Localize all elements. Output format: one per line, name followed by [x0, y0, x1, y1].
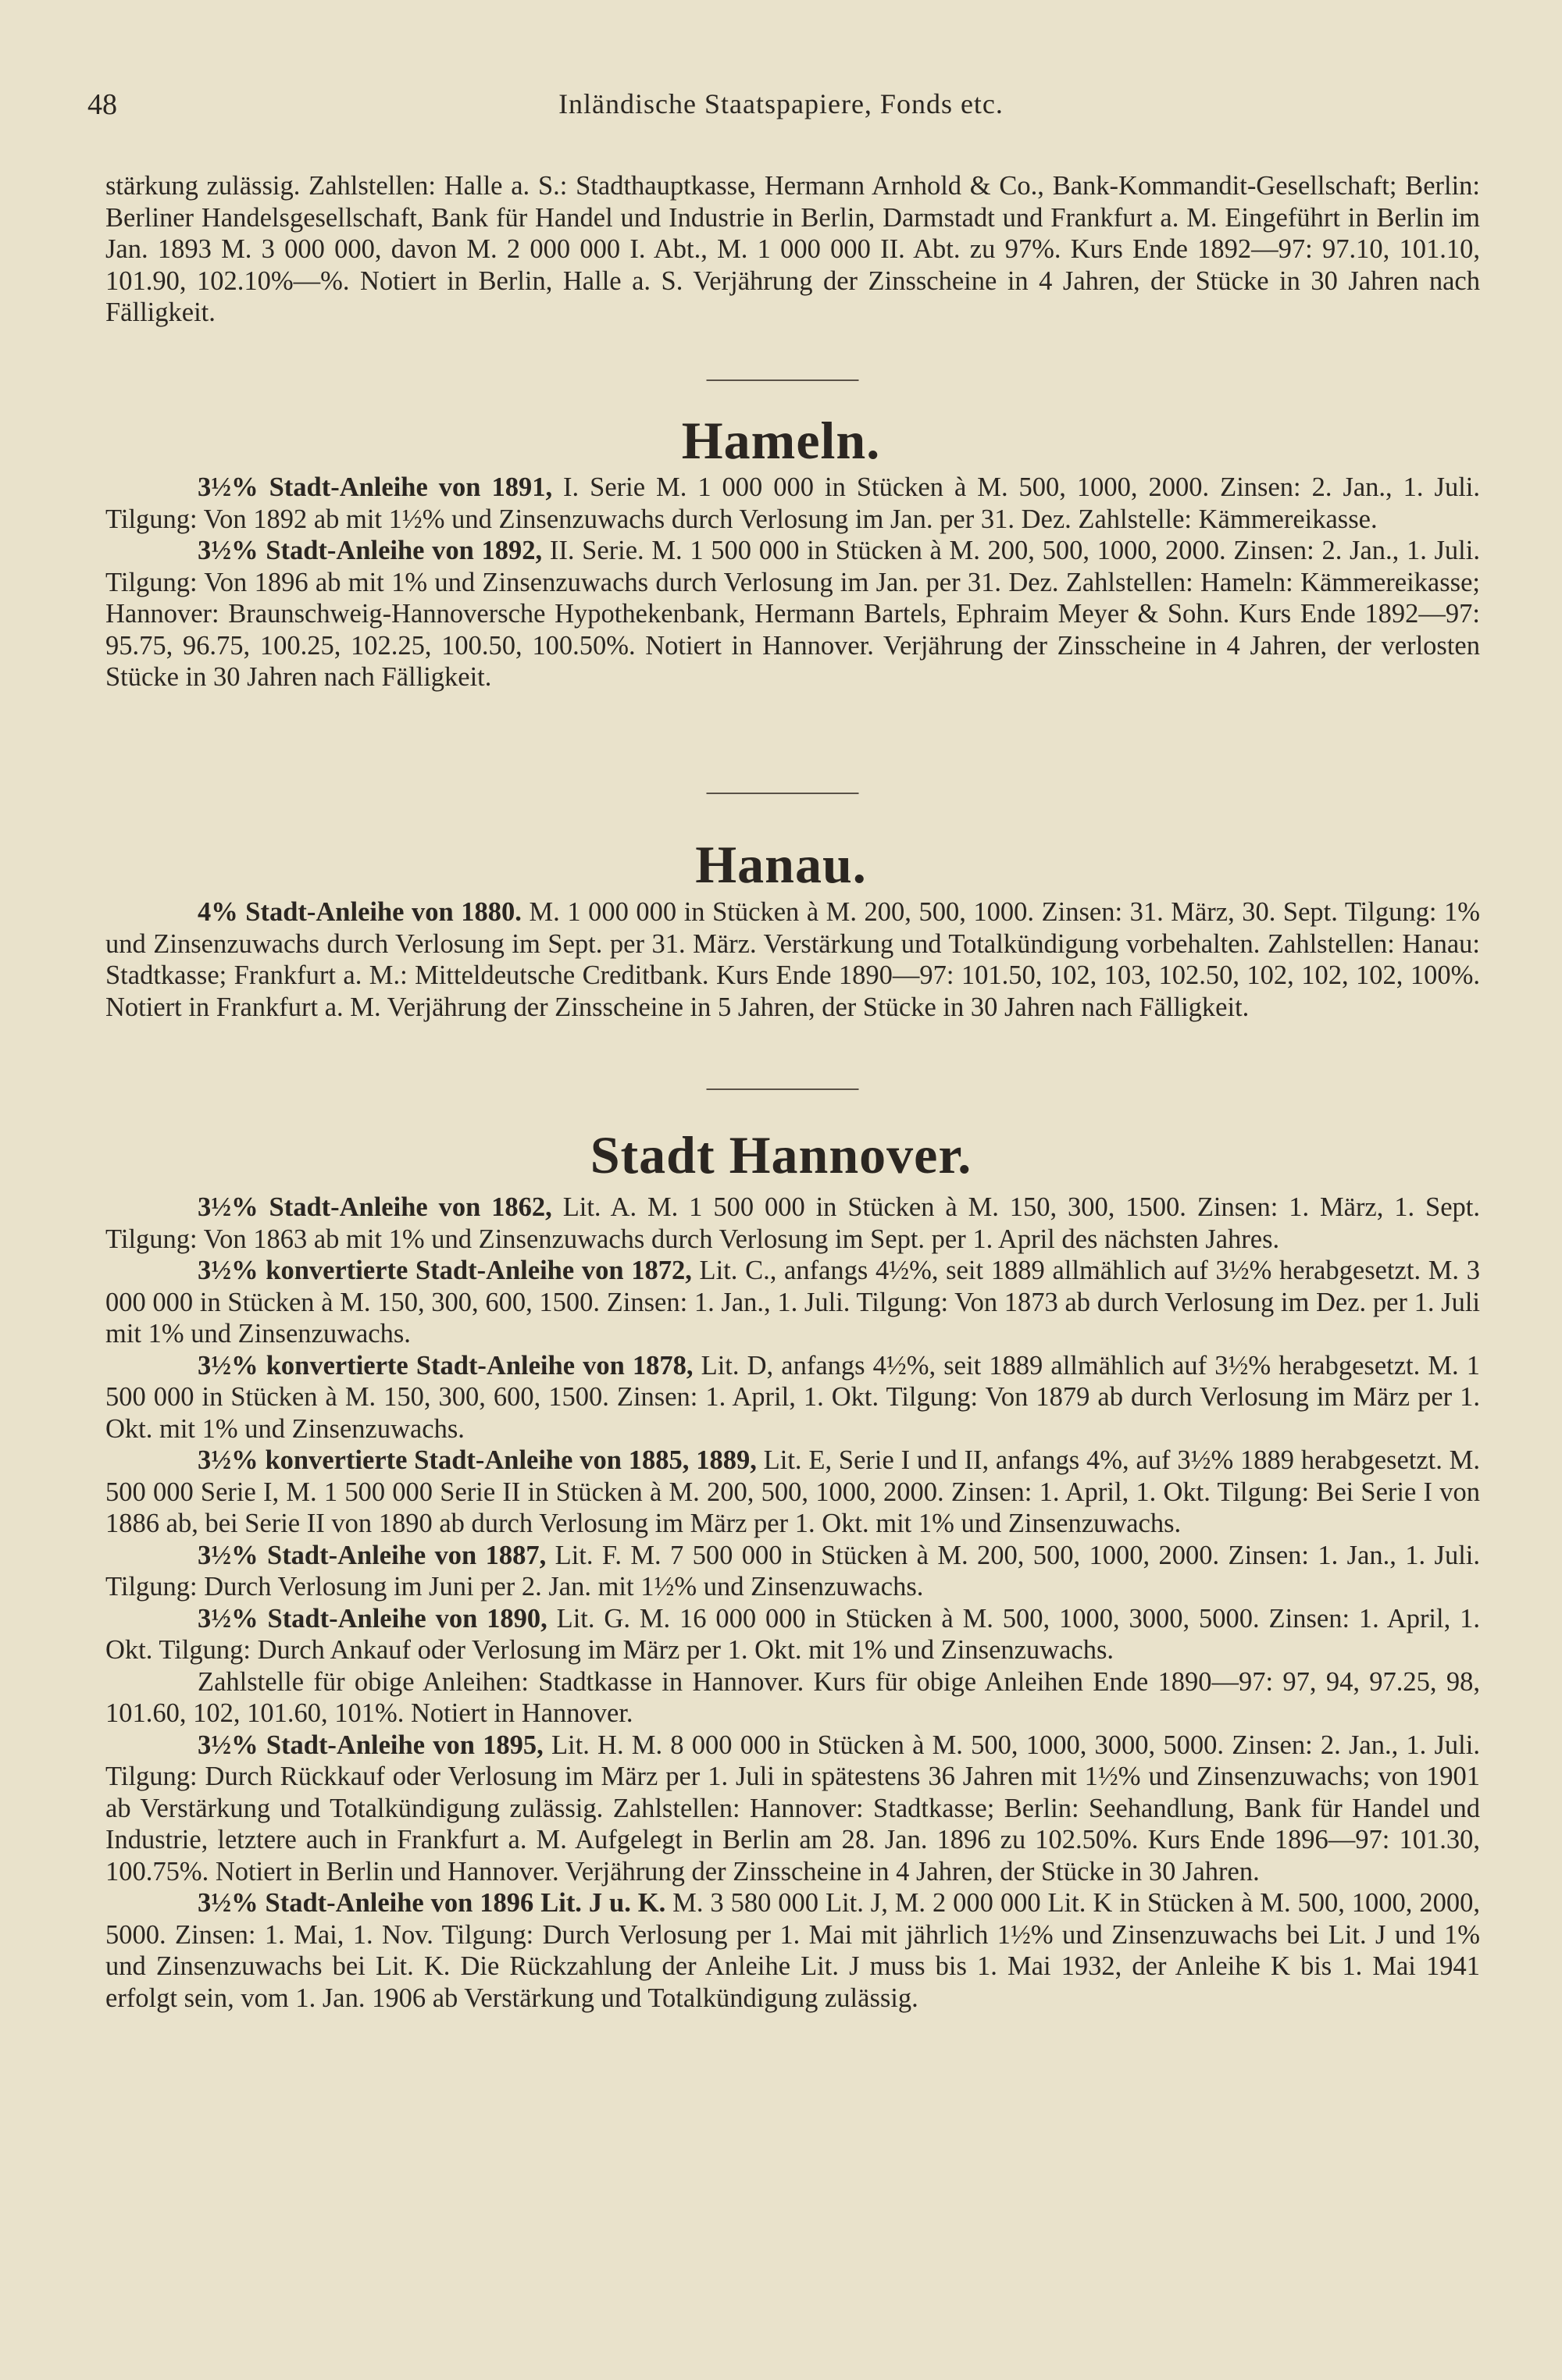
bond-entry — [105, 1445, 1480, 1540]
bond-title: 3½% konvertierte Stadt-Anleihe von 1885, 1889, — [198, 1445, 757, 1475]
bond-details: Lit. D, anfangs 4½%, seit 1889 allmählich auf 3½% herabgesetzt. M. 1 500 000 in Stücken à M. 150, 300, 600, 1500. Zinsen: 1. April, 1. Okt. Tilgung: Von 1879 ab durch Verlosung im März per 1. Okt. mit 1% und Zinsenzuwachs. — [105, 1350, 1481, 1444]
bond-title: 3½% Stadt-Anleihe von 1862, — [198, 1192, 552, 1222]
bond-title: 3½% konvertierte Stadt-Anleihe von 1878, — [198, 1350, 694, 1381]
bond-details: Lit. G. M. 16 000 000 in Stücken à M. 500, 1000, 3000, 5000. Zinsen: 1. April, 1. Okt. Tilgung: Durch Ankauf oder Verlosung im März per 1. Okt. mit 1% und Zinsenzuwachs. — [105, 1603, 1480, 1665]
bond-entry — [105, 1730, 1480, 1888]
paying-agents-note — [105, 1666, 1480, 1730]
bond-entry — [105, 1350, 1480, 1445]
bond-entry — [105, 535, 1480, 693]
bond-title: 3½% Stadt-Anleihe von 1887, — [198, 1540, 547, 1570]
bond-entry — [105, 1192, 1480, 1255]
bond-details: Lit. E, Serie I und II, anfangs 4%, auf 3½% 1889 herabgesetzt. M. 500 000 Serie I, M. 1 500 000 Serie II in Stücken à M. 200, 500, 1000, 2000. Zinsen: 1. April, 1. Okt. Tilgung: Bei Serie I von 1886 ab, bei Serie II von 1890 ab durch Verlosung im März per 1. Okt. mit 1% und Zinsenzuwachs. — [105, 1445, 1480, 1538]
bond-details: Lit. F. M. 7 500 000 in Stücken à M. 200, 500, 1000, 2000. Zinsen: 1. Jan., 1. Juli. Tilgung: Durch Verlosung im Juni per 2. Jan. mit 1½% und Zinsenzuwachs. — [105, 1540, 1480, 1602]
bond-details: Lit. H. M. 8 000 000 in Stücken à M. 500, 1000, 3000, 5000. Zinsen: 2. Jan., 1. Juli. Tilgung: Durch Rückkauf oder Verlosung im März per 1. Juli in spätestens 36 Jahren mit 1½% und Zinsenzuwachs; von 1901 ab Verstärkung und Totalkündigung zulässig. Zahlstellen: Hannover: Stadtkasse; Berlin: Seehandlung, Bank für Handel und Industrie, letztere auch in Frankfurt a. M. Aufgelegt in Berlin am 28. Jan. 1896 zu 102.50%. Kurs Ende 1896—97: 101.30, 100.75%. Notiert in Berlin und Hannover. Verjährung der Zinsscheine in 4 Jahren, der Stücke in 30 Jahren. — [105, 1730, 1480, 1887]
bond-entry — [105, 1255, 1480, 1350]
bond-details: Lit. A. M. 1 500 000 in Stücken à M. 150, 300, 1500. Zinsen: 1. März, 1. Sept. Tilgung: Von 1863 ab mit 1% und Zinsenzuwachs durch Verlosung im Sept. per 1. April des nächsten Jahres. — [105, 1192, 1480, 1254]
bond-details: I. Serie M. 1 000 000 in Stücken à M. 500, 1000, 2000. Zinsen: 2. Jan., 1. Juli. Tilgung: Von 1892 ab mit 1½% und Zinsenzuwachs durch Verlosung im Jan. per 31. Dez. Zahlstelle: Kämmereikasse. — [105, 472, 1481, 534]
section-divider — [707, 1088, 859, 1090]
bond-title: 3½% konvertierte Stadt-Anleihe von 1872, — [198, 1256, 692, 1285]
section-divider — [707, 379, 859, 381]
bond-details: II. Serie. M. 1 500 000 in Stücken à M. 200, 500, 1000, 2000. Zinsen: 2. Jan., 1. Juli. Tilgung: Von 1896 ab mit 1% und Zinsenzuwachs durch Verlosung im Jan. per 31. Dez. Zahlstellen: Hameln: Kämmereikasse; Hannover: Braunschweig-Hannoversche Hypothekenbank, Hermann Bartels, Ephraim Meyer & Sohn. Kurs Ende 1892—97: 95.75, 96.75, 100.25, 102.25, 100.50, 100.50%. Notiert in Hannover. Verjährung der Zinsscheine in 4 Jahren, der verlosten Stücke in 30 Jahren nach Fälligkeit. — [105, 536, 1480, 692]
bond-entry — [105, 1540, 1480, 1603]
page-number: 48 — [87, 88, 117, 121]
bond-entry — [105, 472, 1480, 535]
bond-details: Lit. C., anfangs 4½%, seit 1889 allmählich auf 3½% herabgesetzt. M. 3 000 000 in Stücken à M. 150, 300, 600, 1500. Zinsen: 1. Jan., 1. Juli. Tilgung: Von 1873 ab durch Verlosung im Dez. per 1. Juli mit 1% und Zinsenzuwachs. — [105, 1256, 1480, 1349]
bond-title: 3½% Stadt-Anleihe von 1895, — [198, 1730, 544, 1760]
bond-title: 3½% Stadt-Anleihe von 1890, — [198, 1603, 547, 1634]
bond-entry — [105, 1603, 1480, 1666]
bond-details: M. 1 000 000 in Stücken à M. 200, 500, 1000. Zinsen: 31. März, 30. Sept. Tilgung: 1% und Zinsenzuwachs durch Verlosung im Sept. per 31. März. Verstärkung und Totalkündigung vorbehalten. Zahlstellen: Hanau: Stadtkasse; Frankfurt a. M.: Mitteldeutsche Creditbank. Kurs Ende 1890—97: 101.50, 102, 103, 102.50, 102, 102, 102, 100%. Notiert in Frankfurt a. M. Verjährung der Zinsscheine in 5 Jahren, der Stücke in 30 Jahren nach Fälligkeit. — [105, 897, 1480, 1022]
section-divider — [707, 793, 859, 794]
section-hanau-body — [105, 896, 1480, 1023]
section-heading-stadt-hannover: Stadt Hannover. — [590, 1125, 972, 1185]
note-text: Zahlstelle für obige Anleihen: Stadtkasse in Hannover. Kurs für obige Anleihen Ende 1890—97: 97, 94, 97.25, 98, 101.60, 102, 101.60, 101%. Notiert in Hannover. — [105, 1666, 1480, 1728]
section-heading-hanau: Hanau. — [695, 835, 867, 894]
bond-title: 3½% Stadt-Anleihe von 1896 Lit. J u. K. — [198, 1888, 666, 1918]
section-hameln-body — [105, 472, 1480, 693]
intro-paragraph-block — [105, 170, 1480, 329]
section-heading-hameln: Hameln. — [681, 411, 881, 470]
bond-details: M. 3 580 000 Lit. J, M. 2 000 000 Lit. K in Stücken à M. 500, 1000, 2000, 5000. Zinsen: 1. Mai, 1. Nov. Tilgung: Durch Verlosung per 1. Mai mit jährlich 1½% und Zinsenzuwachs bei Lit. J und 1% und Zinsenzuwachs bei Lit. K. Die Rückzahlung der Anleihe Lit. J muss bis 1. Mai 1932, der Anleihe K bis 1. Mai 1941 erfolgt sein, vom 1. Jan. 1906 ab Verstärkung und Totalkündigung zulässig. — [105, 1888, 1480, 2013]
section-hannover-body — [105, 1192, 1480, 2014]
bond-title: 4% Stadt-Anleihe von 1880. — [198, 897, 522, 927]
bond-title: 3½% Stadt-Anleihe von 1892, — [198, 536, 543, 565]
bond-entry — [105, 896, 1480, 1023]
bond-title: 3½% Stadt-Anleihe von 1891, — [198, 472, 553, 502]
intro-paragraph: stärkung zulässig. Zahlstellen: Halle a. S.: Stadthauptkasse, Hermann Arnhold & Co., Bank-Kommandit-Gesellschaft; Berlin: Berliner Handelsgesellschaft, Bank für Handel und Industrie in Berlin, Darmstadt und Frankfurt a. M. Eingeführt in Berlin im Jan. 1893 M. 3 000 000, davon M. 2 000 000 I. Abt., M. 1 000 000 II. Abt. zu 97%. Kurs Ende 1892—97: 97.10, 101.10, 101.90, 102.10%—%. Notiert in Berlin, Halle a. S. Verjährung der Zinsscheine in 4 Jahren, der Stücke in 30 Jahren nach Fälligkeit. — [105, 171, 1480, 327]
running-title: Inländische Staatspapiere, Fonds etc. — [558, 88, 1004, 119]
bond-entry — [105, 1887, 1480, 2014]
